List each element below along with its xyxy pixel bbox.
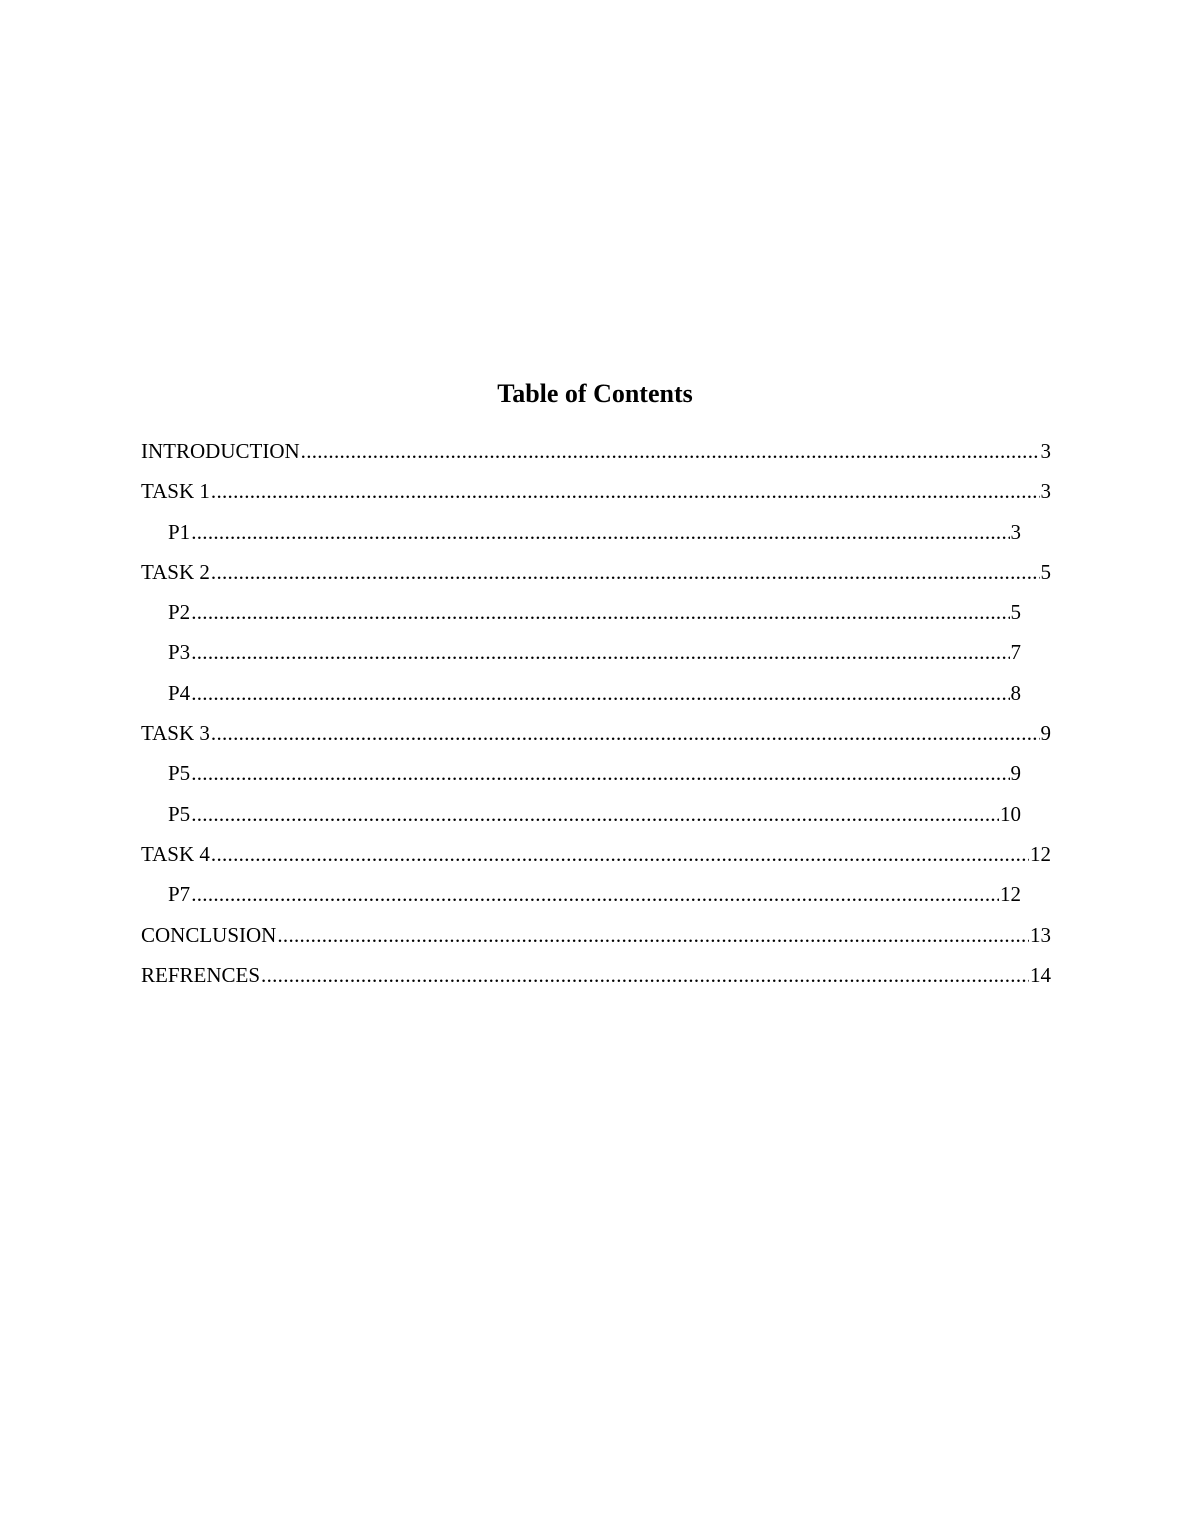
toc-dot-leader: [211, 474, 1040, 508]
toc-entry-label: TASK 4: [141, 841, 210, 866]
toc-entry-p4[interactable]: [141, 676, 1021, 716]
toc-entry-page: 9: [1010, 761, 1021, 786]
toc-dot-leader: [191, 756, 1009, 790]
toc-entry-page: 3: [1040, 439, 1051, 463]
toc-entry-label: REFRENCES: [141, 962, 261, 987]
toc-entry-label: P4: [168, 680, 191, 705]
toc-entry-page: 12: [1000, 882, 1021, 907]
toc-dot-leader: [191, 635, 1009, 669]
toc-entry-p2[interactable]: [141, 595, 1021, 635]
toc-entry-p5[interactable]: [141, 756, 1021, 796]
toc-dot-leader: [191, 595, 1009, 629]
toc-entry-conclusion[interactable]: [141, 918, 1051, 958]
toc-entry-label: TASK 1: [141, 479, 210, 504]
toc-entry-label: P3: [168, 640, 191, 665]
toc-entry-label: P7: [168, 882, 191, 907]
toc-entry-label: TASK 3: [141, 721, 210, 746]
toc-dot-leader: [211, 716, 1040, 750]
toc-entry-label: CONCLUSION: [141, 922, 277, 947]
toc-entry-label: TASK 2: [141, 559, 210, 584]
toc-dot-leader: [277, 918, 1029, 952]
toc-entry-p7[interactable]: [141, 877, 1021, 917]
toc-entry-task-3[interactable]: [141, 716, 1051, 756]
toc-entry-page: 7: [1010, 640, 1021, 665]
toc-entry-page: 12: [1030, 841, 1051, 866]
toc-dot-leader: [261, 958, 1029, 992]
toc-dot-leader: [301, 434, 1040, 468]
toc-entry-label: P5: [168, 801, 191, 826]
toc-entry-page: 14: [1030, 962, 1051, 987]
toc-entry-page: 10: [1000, 801, 1021, 826]
toc-dot-leader: [191, 515, 1009, 549]
toc-entry-task-4[interactable]: [141, 837, 1051, 877]
toc-entry-page: 5: [1010, 600, 1021, 625]
toc-dot-leader: [191, 797, 999, 831]
toc-entry-task-1[interactable]: [141, 474, 1051, 514]
toc-entry-page: 5: [1040, 559, 1051, 584]
toc-entry-p5-second[interactable]: [141, 797, 1021, 837]
toc-entry-page: 8: [1010, 680, 1021, 705]
toc-dot-leader: [211, 837, 1029, 871]
toc-entry-label: P2: [168, 600, 191, 625]
toc-dot-leader: [211, 555, 1040, 589]
toc-entry-page: 9: [1040, 721, 1051, 746]
toc-title: Table of Contents: [497, 379, 693, 408]
toc-list: [141, 434, 1051, 998]
toc-entry-label: P5: [168, 761, 191, 786]
toc-entry-p1[interactable]: [141, 515, 1021, 555]
toc-entry-page: 3: [1040, 479, 1051, 504]
toc-dot-leader: [191, 676, 1009, 710]
toc-entry-references[interactable]: [141, 958, 1051, 998]
toc-entry-introduction[interactable]: [141, 434, 1051, 474]
toc-entry-label: P1: [168, 519, 191, 544]
toc-entry-task-2[interactable]: [141, 555, 1051, 595]
toc-entry-p3[interactable]: [141, 635, 1021, 675]
toc-entry-page: 13: [1030, 922, 1051, 947]
toc-entry-label: INTRODUCTION: [141, 439, 300, 463]
toc-entry-page: 3: [1010, 519, 1021, 544]
toc-dot-leader: [191, 877, 999, 911]
